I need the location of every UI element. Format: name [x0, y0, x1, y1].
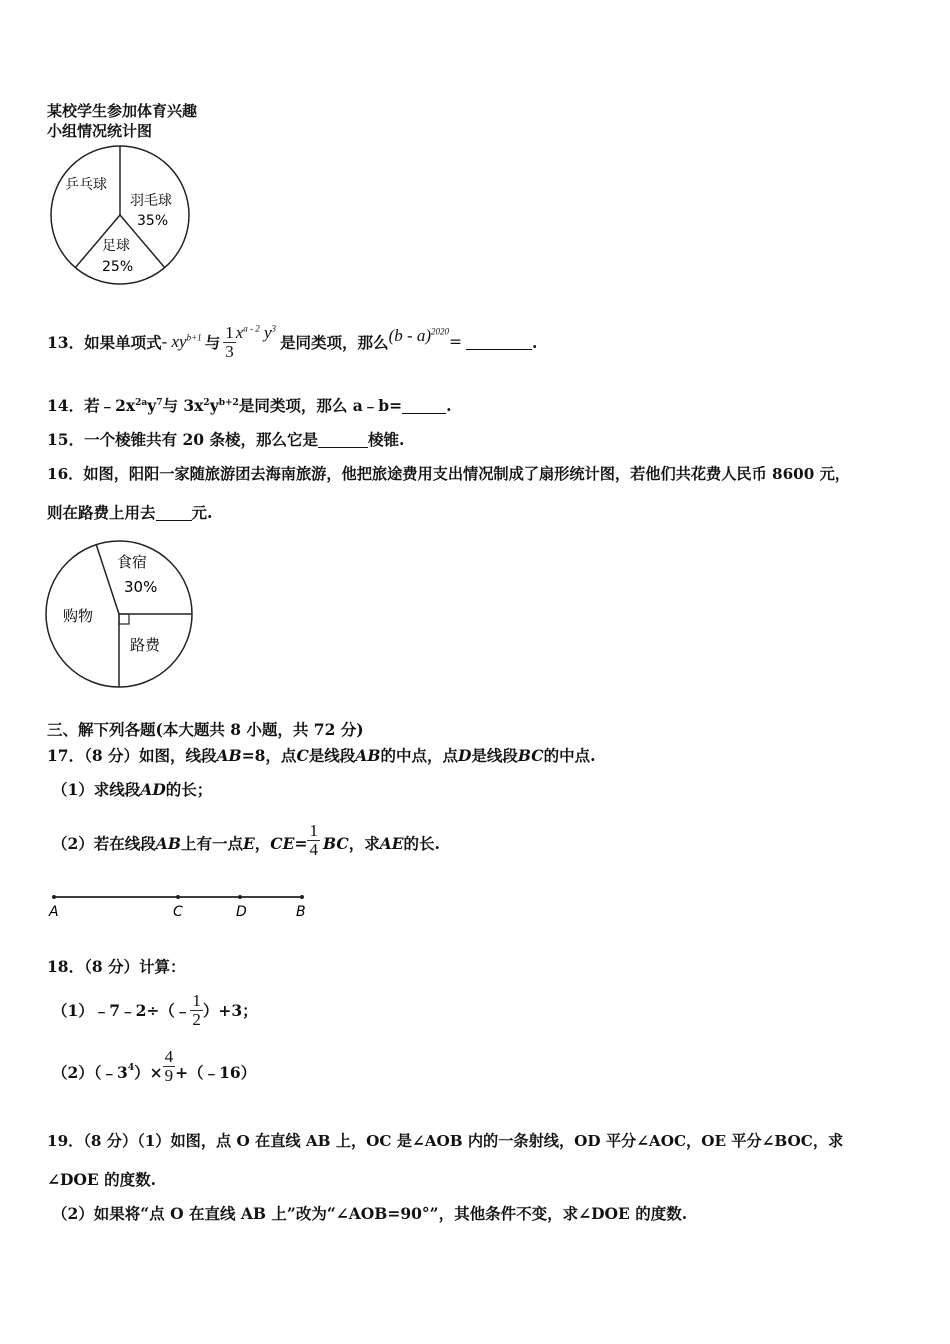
chart1-title-line1: 某校学生参加体育兴趣 [47, 102, 198, 120]
q13-expression [389, 326, 449, 346]
q16-text-post: 元. [191, 503, 213, 522]
question-19-line3: （2）如果将“点 O 在直线 AB 上”改为“∠AOB=90°”，其他条件不变，求∠DOE 的度数. [52, 1204, 688, 1223]
question-14 [47, 394, 451, 416]
q13-end: . [532, 332, 538, 352]
q17-var: C [296, 746, 309, 765]
right-angle-marker [119, 614, 129, 624]
question-16-line2 [47, 501, 212, 523]
q14-part-d: y [209, 396, 219, 415]
question-17 [47, 744, 596, 766]
q16-text-pre: 则在路费上用去 [47, 503, 156, 522]
q15-number: 15． [47, 430, 85, 449]
slice-percent-badminton: 35% [137, 213, 169, 229]
q18-p1-post: ）+3； [202, 1001, 258, 1020]
q14-end: . [446, 396, 452, 415]
q17-p2-var: AE [379, 833, 404, 853]
question-19-line1: 19．（8 分）（1）如图，点 O 在直线 AB 上，OC 是∠AOB 内的一条射线，OD 平分∠AOC，OE 平分∠BOC，求 [47, 1132, 844, 1150]
q18-p1-pre: （1）﹣7﹣2÷（﹣ [52, 1001, 191, 1020]
q17-p1-text: 的长； [165, 780, 213, 799]
q15-answer-blank[interactable] [318, 432, 368, 449]
question-15 [47, 428, 404, 450]
pie-chart-sports [45, 143, 195, 288]
q13-term1-base: - xy [161, 332, 187, 351]
q17-text: 的中点，点 [380, 746, 458, 765]
q13-answer-blank[interactable] [466, 334, 532, 351]
q17-part1 [52, 778, 212, 800]
q13-text-post: 是同类项，那么 [280, 333, 389, 352]
q17-text: 是线段 [308, 746, 356, 765]
q13-term2-y: y [259, 323, 272, 342]
slice-percent-food: 30% [124, 578, 158, 596]
q17-p1-text: （1）求线段 [52, 780, 141, 799]
q14-exp-d: b+2 [218, 397, 239, 408]
q14-exp-a: 2a [135, 397, 148, 408]
q18-p2-mid: ）× [134, 1063, 163, 1082]
q17-p2-text: 的长. [403, 834, 440, 853]
chart1-title-line2: 小组情况统计图 [47, 122, 153, 140]
q13-term2 [236, 323, 276, 343]
label-a: A [49, 904, 59, 920]
label-d: D [236, 904, 247, 920]
q13-term1 [162, 332, 202, 352]
q18-p1-fraction [190, 992, 203, 1029]
q14-exp-b: 7 [156, 397, 163, 408]
slice-label-shopping: 购物 [63, 607, 94, 625]
point-c [176, 895, 180, 899]
q13-expr-base: (b - a) [388, 326, 432, 345]
q13-fraction [223, 324, 236, 361]
slice-label-food: 食宿 [117, 553, 148, 571]
point-a [52, 895, 56, 899]
q15-text-pre: 一个棱锥共有 20 条棱，那么它是 [84, 430, 318, 449]
label-c: C [173, 904, 183, 920]
q18-part1 [52, 985, 258, 1035]
q17-p2-text: ， [254, 834, 271, 853]
q13-term2-yexp: 3 [271, 323, 277, 334]
q17-var: AB [216, 746, 242, 765]
q13-text-mid: 与 [204, 333, 221, 352]
q18-p2-frac-den: 9 [164, 1065, 174, 1085]
q13-term2-xexp: a - 2 [243, 323, 260, 334]
q17-p2-text: （2）若在线段 [52, 834, 156, 853]
q17-text: 17．（8 分）如图，线段 [47, 746, 217, 765]
q14-part-c: 与 3x [162, 396, 204, 415]
q13-equals: = [449, 333, 463, 351]
label-b: B [296, 904, 306, 920]
q14-part-e: 是同类项，那么 a﹣b= [238, 396, 403, 415]
question-16-line1: 16．如图，阳阳一家随旅游团去海南旅游，他把旅途费用支出情况制成了扇形统计图，若他们共花费人民币 8600 元， [47, 465, 850, 483]
section-3-heading: 三、解下列各题(本大题共 8 小题，共 72 分) [47, 720, 364, 739]
q17-p2-text: = [294, 833, 308, 853]
question-18-title: 18．（8 分）计算： [47, 957, 186, 976]
q17-p2-var: E [242, 833, 255, 853]
q13-number: 13． [47, 333, 85, 352]
q17-var: BC [517, 746, 544, 765]
q18-p1-frac-num: 1 [192, 990, 201, 1010]
q17-p2-text: ，求 [348, 834, 380, 853]
q13-frac-den: 3 [225, 341, 234, 361]
chart1-title [47, 101, 197, 141]
q16-answer-blank[interactable] [156, 505, 192, 522]
segment-diagram [44, 888, 314, 924]
pie-divider [96, 544, 119, 614]
q17-frac-num: 1 [309, 820, 318, 840]
q13-term2-x: x [235, 323, 244, 342]
q17-p2-var: CE [270, 833, 295, 853]
q14-part-b: y [147, 396, 157, 415]
q17-frac-den: 4 [309, 839, 318, 859]
q13-text-pre: 如果单项式 [84, 333, 162, 352]
q13-expr-exp: 2020 [431, 326, 450, 337]
q13-frac-num: 1 [225, 322, 234, 342]
q17-p1-var: AD [140, 780, 166, 799]
q17-p2-var: BC [322, 833, 349, 853]
q14-number: 14． [47, 396, 85, 415]
q18-part2 [52, 1045, 256, 1099]
q17-text: 的中点. [543, 746, 596, 765]
question-19-line2: ∠DOE 的度数. [47, 1170, 157, 1189]
point-b [300, 895, 304, 899]
point-d [238, 895, 242, 899]
q18-p2-pre: （2）（﹣3 [52, 1063, 128, 1082]
q17-p2-var: AB [155, 833, 181, 853]
q17-p2-text: 上有一点 [180, 834, 243, 853]
q14-exp-c: 2 [203, 397, 210, 408]
q18-p2-exp: 4 [127, 1063, 135, 1073]
q17-text: 是线段 [471, 746, 518, 765]
question-13 [47, 312, 537, 372]
q18-p1-frac-den: 2 [192, 1009, 201, 1029]
q18-p2-fraction [163, 1048, 176, 1085]
q14-answer-blank[interactable] [402, 398, 446, 415]
q17-text: =8，点 [241, 746, 297, 765]
q13-term1-exp: b+1 [186, 332, 202, 343]
q17-fraction [307, 822, 320, 859]
q14-part-a: 若﹣2x [84, 396, 136, 415]
q17-var: D [457, 746, 472, 765]
q18-p2-post: +（﹣16） [175, 1063, 257, 1082]
slice-label-travel: 路费 [130, 636, 161, 654]
q17-part2 [52, 812, 440, 874]
slice-percent-football: 25% [102, 259, 134, 275]
slice-label-badminton: 羽毛球 [130, 193, 172, 209]
q18-p2-frac-num: 4 [164, 1046, 174, 1066]
pie-chart-travel [44, 540, 198, 692]
slice-label-football: 足球 [102, 238, 130, 254]
slice-label-pingpong: 乒乓球 [65, 177, 107, 193]
q15-text-post: 棱锥. [367, 430, 405, 449]
q17-var: AB [355, 746, 381, 765]
